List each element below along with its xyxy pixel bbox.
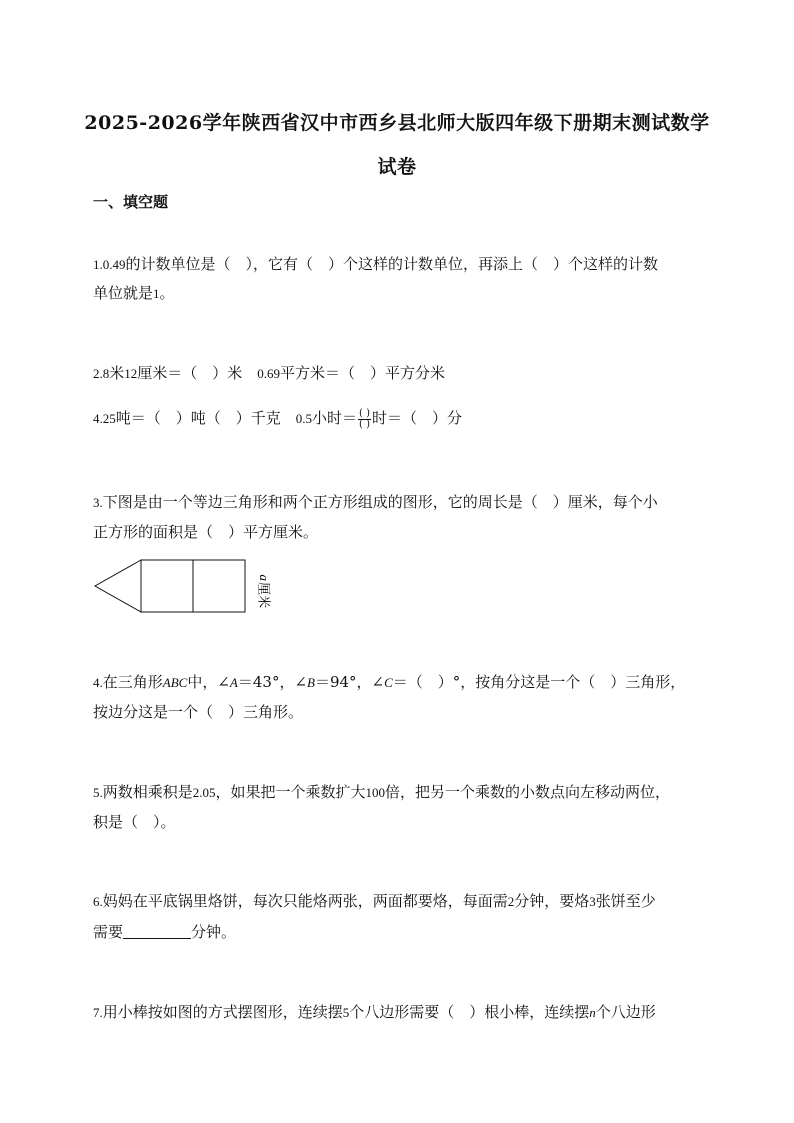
equilateral-triangle [95, 560, 141, 612]
section-heading-fill-in: 一、填空题 [93, 193, 169, 211]
question-7-line1: 7.用小棒按如图的方式摆图形，连续摆5个八边形需要（ ）根小棒，连续摆n个八边形 [93, 1003, 656, 1021]
square-left [141, 560, 193, 612]
question-2-line1: 2.8米12厘米＝（ ）米 0.69平方米＝（ ）平方分米 [93, 364, 446, 382]
exam-title-line2: 试卷 [377, 156, 417, 178]
question-5-line2: 积是（ ）。 [93, 813, 176, 831]
fraction-blank: $\frac{( )}{( )}$ [359, 407, 371, 430]
question-3-line2: 正方形的面积是（ ）平方厘米。 [93, 523, 319, 541]
question-4-line2: 按边分这是一个（ ）三角形。 [93, 703, 304, 721]
question-4-line1: 4.在三角形ABC中，∠A＝43°，∠B＝94°，∠C＝（ ）°，按角分这是一个（ ）三角形， [93, 673, 686, 691]
square-right [193, 560, 245, 612]
question-1-line1: 1.0.49的计数单位是（ ），它有（ ）个这样的计数单位，再添上（ ）个这样的计数 [93, 255, 659, 273]
question-3-line1: 3.下图是由一个等边三角形和两个正方形组成的图形，它的周长是（ ）厘米，每个小 [93, 493, 658, 511]
question-6-line2: 需要 分钟。 [93, 923, 237, 941]
question-2-line2: 4.25吨＝（ ）吨（ ）千克 0.5小时＝ $\frac{( )}{( )}$ 时＝（ ）分 [93, 407, 463, 430]
side-length-var: a [257, 574, 273, 581]
side-length-label [256, 575, 273, 609]
question-5-line1: 5.两数相乘积是2.05，如果把一个乘数扩大100倍，把另一个乘数的小数点向左移动两位， [93, 783, 671, 801]
side-length-unit: 厘米 [255, 582, 271, 609]
triangle-squares-figure [93, 558, 273, 618]
exam-title-line1: 2025-2026学年陕西省汉中市西乡县北师大版四年级下册期末测试数学 [84, 112, 710, 134]
question-1-line2: 单位就是1。 [93, 284, 175, 302]
question-6-line1: 6.妈妈在平底锅里烙饼，每次只能烙两张，两面都要烙，每面需2分钟，要烙3张饼至少 [93, 892, 656, 910]
answer-blank[interactable] [123, 924, 191, 939]
